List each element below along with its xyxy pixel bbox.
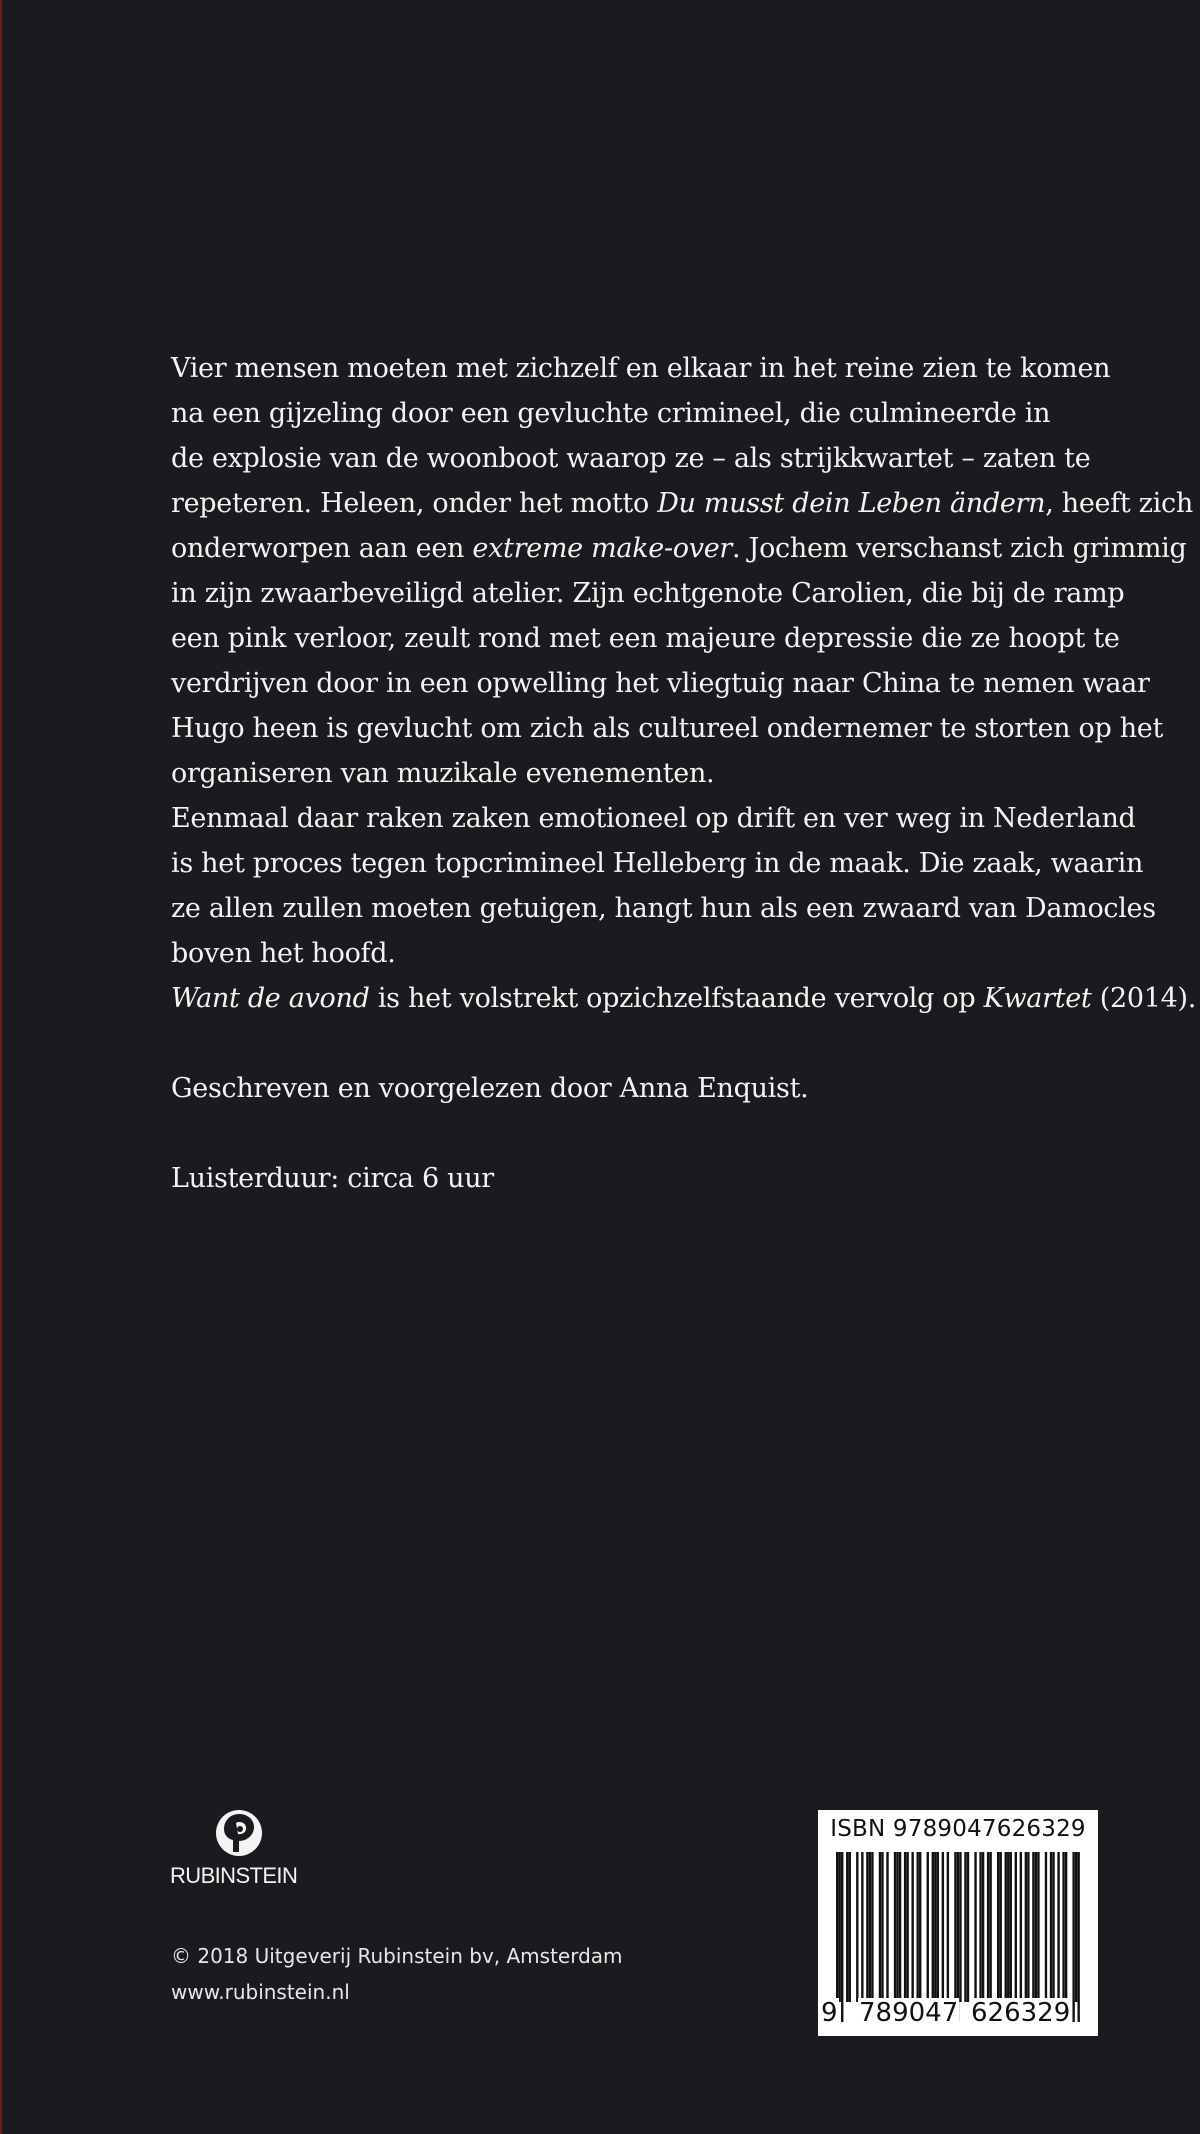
barcode-bar [1015,1852,1017,2002]
barcode-bar [1027,1852,1029,2002]
blurb-line [171,571,1125,616]
barcode-bar [1025,1852,1027,2002]
barcode-bar [1000,1852,1002,2002]
barcode-bar [1045,1852,1047,2002]
rubinstein-mark-icon [214,1808,264,1858]
barcode-digit-prefix: 9 [821,1998,838,2028]
barcode-bar [1065,1852,1067,2002]
barcode-bar [916,1852,918,2002]
blurb-text: . Jochem verschanst zich grimmig [731,533,1187,564]
barcode-bar [982,1852,984,2002]
blurb-paragraphs [171,346,1197,1021]
website-line: www.rubinstein.nl [171,1980,350,2004]
isbn-label: ISBN 9789047626329 [830,1816,1086,1842]
blurb-text: verdrijven door in een opwelling het vliegtuig naar China te nemen waar [171,668,1150,699]
blurb-line [171,751,1111,796]
barcode-bars [836,1852,1080,2022]
blurb-text: repeteren. Heleen, onder het motto [171,488,658,519]
blurb-italic-text: Du musst dein Leben ändern [657,488,1046,519]
barcode-bar [896,1852,898,2002]
barcode-bar [934,1852,936,2002]
barcode-bar [869,1852,871,2002]
blurb-text: is het proces tegen topcrimineel Helleberg in de maak. Die zaak, waarin [171,848,1144,879]
barcode-bar [1057,1852,1059,2002]
barcode-bar [937,1852,939,2002]
blurb-line [171,886,1156,931]
barcode-digits-left: 789047 [859,1998,959,2028]
barcode-bar [1035,1852,1037,2002]
blurb-line [171,706,1164,751]
blurb-line [171,346,1111,391]
barcode-bar [927,1852,929,2002]
isbn-barcode [818,1810,1098,2036]
barcode-bar [871,1852,873,2002]
barcode-bar [919,1852,921,2002]
barcode-bar [899,1852,901,2002]
barcode-bar [947,1852,949,2002]
blurb-line [171,796,1136,841]
barcode-bar [997,1852,999,2002]
barcode-bar [1077,1852,1079,2022]
barcode-bar [861,1852,863,2002]
blurb-text: de explosie van de woonboot waarop ze – als strijkkwartet – zaten te [171,443,1091,474]
barcode-bar [1032,1852,1034,2002]
barcode-bar [979,1852,981,2002]
copyright-line: © 2018 Uitgeverij Rubinstein bv, Amsterdam [171,1944,623,1968]
back-cover-blurb [171,346,1197,1201]
barcode-bar [942,1852,944,2002]
barcode-bar [974,1852,976,2002]
barcode-bar [866,1852,868,2002]
barcode-bar [932,1852,934,2002]
barcode-bar [1037,1852,1039,2002]
blurb-text: is het volstrekt opzichzelfstaande vervolg op [369,983,984,1014]
blurb-text: ze allen zullen moeten getuigen, hangt hun als een zwaard van Damocles [171,893,1156,924]
barcode-bar [911,1852,913,2002]
barcode-bar [839,1852,841,2002]
barcode-bar [849,1852,851,2002]
blurb-text: Hugo heen is gevlucht om zich als cultureel ondernemer te storten op het [171,713,1164,744]
barcode-bar [904,1852,906,2002]
barcode-bar [1075,1852,1077,2002]
blurb-italic-text: extreme make-over [472,533,732,564]
barcode-bar [1010,1852,1012,2002]
blurb-italic-text: Want de avond [171,983,370,1014]
blurb-line [171,931,1111,976]
blurb-text: (2014). [1091,983,1197,1014]
barcode-bar [836,1852,838,2022]
barcode-bar [1005,1852,1007,2002]
barcode-bar [879,1852,881,2002]
blurb-line [171,976,1197,1021]
barcode-bar [964,1852,966,2002]
barcode-bar [894,1852,896,2002]
imprint [171,1938,623,2010]
barcode-bar [886,1852,888,2002]
blurb-text: organiseren van muzikale evenementen. [171,758,715,789]
barcode-bar [989,1852,991,2002]
barcode-bar [881,1852,883,2002]
barcode-bar [906,1852,908,2002]
barcode-bar [1050,1852,1052,2002]
barcode-bar [1052,1852,1054,2002]
blurb-line [171,841,1144,886]
blurb-text: , heeft zich [1045,488,1193,519]
barcode-digits-right: 626329 [971,1998,1071,2028]
duration-line: Luisterduur: circa 6 uur [171,1163,494,1194]
barcode-bar [846,1852,848,2002]
barcode-bar [954,1852,956,2002]
blurb-text: Eenmaal daar raken zaken emotioneel op drift en ver weg in Nederland [171,803,1136,834]
blurb-line [171,526,1187,571]
barcode-bar [957,1852,959,2022]
barcode-bar [987,1852,989,2002]
blurb-line [171,391,1111,436]
logo-wordmark: RUBINSTEIN [170,1863,298,1888]
blurb-text: na een gijzeling door een gevluchte crimineel, die culmineerde in [171,398,1051,429]
barcode-bar [1072,1852,1074,2022]
blurb-line [171,661,1150,706]
blurb-text: boven het hoofd. [171,938,396,969]
barcode-bar [1062,1852,1064,2002]
barcode-bar [967,1852,969,2002]
barcode-bar [959,1852,961,2002]
credit-line: Geschreven en voorgelezen door Anna Enquist. [171,1073,809,1104]
barcode-bar [1020,1852,1022,2002]
barcode-bar [856,1852,858,2002]
barcode-digits [818,1998,1098,2030]
blurb-text: Vier mensen moeten met zichzelf en elkaar in het reine zien te komen [171,353,1111,384]
blurb-text: onderworpen aan een [171,533,473,564]
barcode-bar [1007,1852,1009,2002]
blurb-line [171,481,1193,526]
barcode-bar [841,1852,843,2022]
spine-edge [0,0,2,2134]
blurb-line [171,616,1120,661]
blurb-italic-text: Kwartet [983,983,1092,1014]
blurb-line [171,436,1111,481]
blurb-text: in zijn zwaarbeveiligd atelier. Zijn echtgenote Carolien, die bij de ramp [171,578,1125,609]
blurb-text: een pink verloor, zeult rond met een majeure depressie die ze hoopt te [171,623,1120,654]
